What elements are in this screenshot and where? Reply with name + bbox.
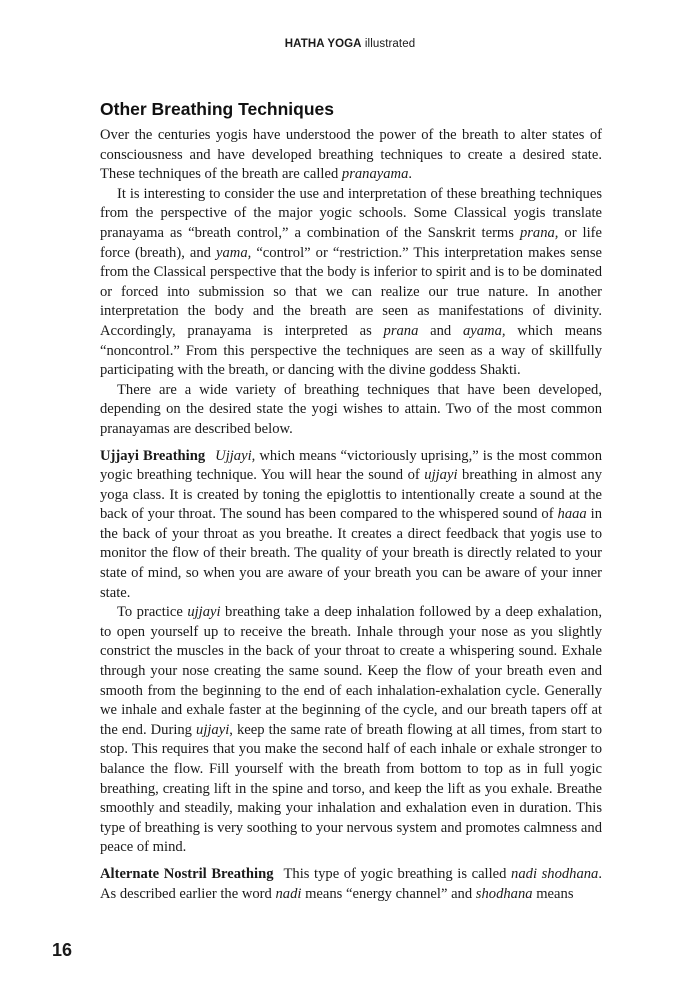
text-run: There are a wide variety of breathing techniques that have been developed, depending on the desired state the yogi wishes to attain. Two of the most common pranayamas are described below.: [100, 381, 602, 437]
italic-term: prana: [383, 322, 419, 339]
italic-term: ujjayi: [196, 721, 230, 738]
italic-term: ujjayi: [187, 604, 221, 621]
section-title: Other Breathing Techniques: [100, 99, 335, 119]
paragraph-ujjayi: [100, 447, 602, 604]
text-run: .: [408, 166, 413, 183]
text-run: breathing take a deep inhalation followed by a deep exhalation, to open yourself up to receive the breath. Inhale through your nose as you slightly constrict the muscles in the back of your throat to create a whispering sound. Exhale through your nose creating the same sound. Keep the flow of your breath even and smooth from the beginning to the end of each inhalation-exhalation cycle. Generally we inhale and exhale faster at the beginning of the cycle, and our breath tapers off at the end. During: [100, 604, 602, 738]
body-text: [100, 98, 602, 904]
text-run: This type of yogic breathing is called: [283, 865, 512, 882]
page-number: 16: [52, 940, 73, 960]
italic-term: ujjayi: [424, 467, 458, 484]
italic-term: shodhana: [475, 885, 533, 902]
paragraph-intro: [100, 126, 602, 185]
text-run: which means “noncontrol.” From this perspective the techniques are seen as a way of skillfully participating with the breath, or dancing with the divine goddess Shakti.: [100, 322, 602, 379]
paragraph-practice: [100, 603, 602, 858]
text-run: which means “victoriously uprising,” is the most common yogic breathing technique. You will hear the sound of: [100, 447, 602, 484]
text-run: means: [532, 885, 574, 902]
text-run: or life force (breath), and: [100, 224, 602, 261]
text-run: , “control” or “restriction.” This interpretation makes sense from the Classical perspective that the body is inferior to spirit and is to be dominated or forced into submission so that we can realize our true nature. In another interpretation the body and the breath are seen as manifestations of divinity. Accordingly, pranayama is interpreted as: [100, 244, 602, 339]
paragraph-alternate-nostril: [100, 865, 602, 904]
text-run: , keep the same rate of breath flowing at all times, from start to stop. This requires that you make the second half of each inhale or exhale stronger to balance the flow. Fill yourself with the breath from bottom to top as in full yogic breathing, creating lift in the spine and torso, and keep the lift as you exhale. Breathe smoothly and steadily, making your inhalation and exhalation even in duration. This type of breathing is very soothing to your nervous system and promotes calmness and peace of mind.: [100, 721, 602, 856]
text-run: in the back of your throat as you breathe. It creates a direct feedback that yogis use to monitor the flow of their breath. The quality of your breath is directly related to your state of mind, so when you are aware of your breath you can be aware of your inner state.: [100, 506, 603, 601]
running-head-title: HATHA YOGA: [284, 38, 362, 50]
text-run: To practice: [117, 604, 188, 621]
italic-term: haaa: [557, 506, 587, 523]
paragraph-interpretation: [100, 185, 602, 381]
running-head: [0, 38, 700, 50]
subheading-alternate-nostril: Alternate Nostril Breathing: [100, 865, 274, 882]
italic-term: nadi shodhana: [511, 865, 599, 882]
paragraph-variety: [100, 381, 602, 440]
italic-term: nadi: [275, 885, 302, 902]
text-run: means “energy channel” and: [301, 885, 476, 902]
italic-term: prana,: [519, 224, 559, 241]
italic-term: pranayama: [341, 166, 409, 183]
text-run: and: [418, 322, 463, 339]
italic-term: Ujjayi,: [215, 447, 256, 464]
text-run: breathing in almost any yoga class. It is created by toning the epiglottis to intentionally create a sound at the back of your throat. The sound has been compared to the whispered sound of: [100, 467, 603, 523]
running-head-subtitle: illustrated: [364, 38, 416, 50]
text-run: Over the centuries yogis have understood the power of the breath to alter states of consciousness and have developed breathing techniques to create a desired state. These techniques of the breath are called: [100, 127, 602, 183]
subheading-ujjayi: Ujjayi Breathing: [100, 447, 206, 464]
italic-term: ayama,: [462, 322, 506, 339]
text-run: It is interesting to consider the use and interpretation of these breathing techniques from the perspective of the major yogic schools. Some Classical yogis translate pranayama as “breath control,” a combination of the Sanskrit terms: [100, 185, 602, 241]
italic-term: yama: [216, 244, 248, 261]
text-run: . As described earlier the word: [100, 865, 603, 902]
